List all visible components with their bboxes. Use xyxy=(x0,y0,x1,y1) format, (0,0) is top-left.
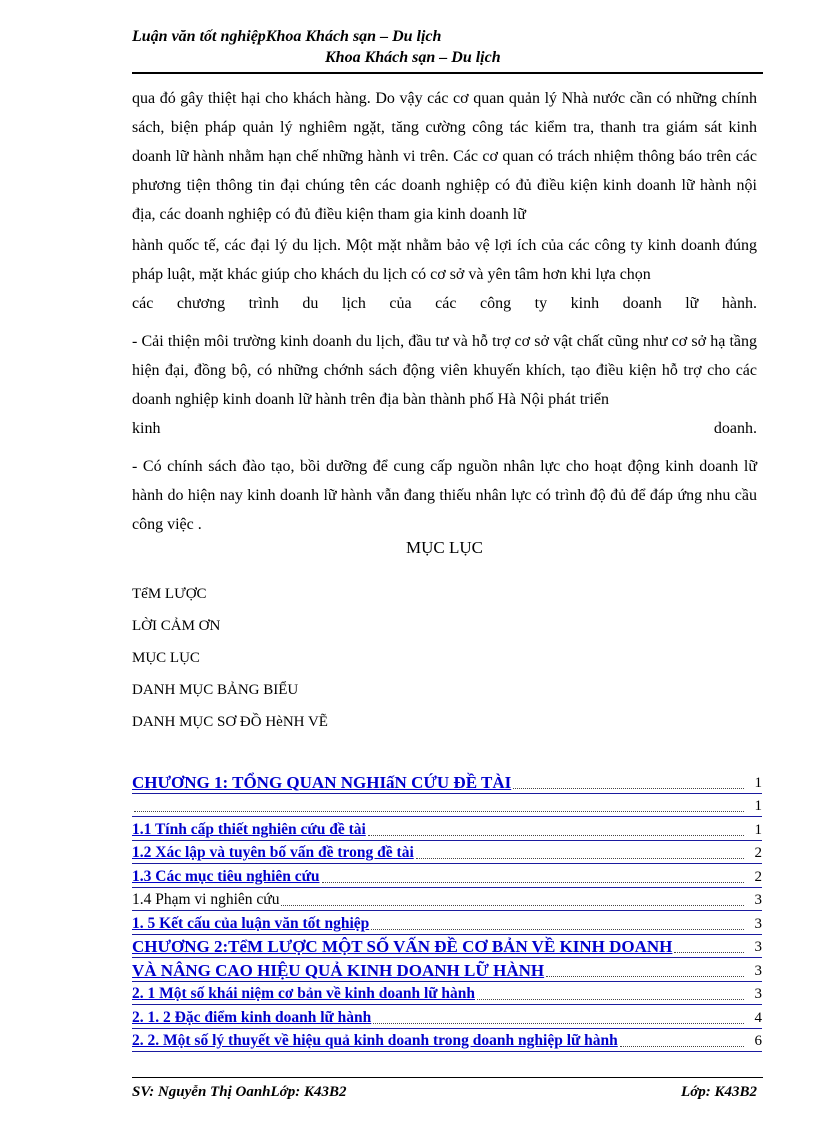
paragraph-1: qua đó gây thiệt hại cho khách hàng. Do vậy các cơ quan quản lý Nhà nước cần có những chính sách, biện pháp quản lý nghiêm ngặt, tăng cường công tác kiểm tra, thanh tra giám sát kinh doanh lữ hành nhằm hạn chế những hành vi trên. Các cơ quan có trách nhiệm thông báo trên các phương tiện thông tin đại chúng tên các doanh nghiệp có đủ điều kiện kinh doanh lữ hành nội địa, các doanh nghiệp có đủ điều kiện tham gia kinh doanh lữ xyxy=(132,90,757,223)
front-matter-item: DANH MỤC BẢNG BIỂU xyxy=(132,682,299,698)
toc-page-number: 3 xyxy=(754,915,762,932)
toc-entry[interactable] xyxy=(132,958,762,982)
toc-entry-link[interactable]: 2. 2. Một số lý thuyết về hiệu quả kinh doanh trong doanh nghiệp lữ hành xyxy=(132,1032,618,1049)
toc-entry[interactable] xyxy=(132,817,762,841)
toc-entry[interactable] xyxy=(132,1029,762,1053)
paragraph-3 xyxy=(132,327,757,443)
toc-entry[interactable] xyxy=(132,794,762,818)
toc-leader xyxy=(368,835,744,836)
toc-page-number: 6 xyxy=(754,1033,762,1049)
front-matter-item: TểM LƯỢC xyxy=(132,586,207,602)
paragraph-2-main: hành quốc tế, các đại lý du lịch. Một mặt nhằm bảo vệ lợi ích của các công ty kinh doanh đúng pháp luật, mặt khác giúp cho khách du lịch có cơ sở và yên tâm hơn khi lựa chọn xyxy=(132,237,757,283)
table-of-contents xyxy=(132,770,762,1052)
toc-leader xyxy=(281,905,744,906)
front-matter-list xyxy=(132,578,328,738)
toc-entry-link[interactable]: 2. 1 Một số khái niệm cơ bản về kinh doanh lữ hành xyxy=(132,985,476,1002)
toc-entry[interactable] xyxy=(132,982,762,1006)
toc-page-number: 3 xyxy=(754,892,762,908)
toc-leader xyxy=(416,858,744,859)
toc-entry[interactable] xyxy=(132,864,762,888)
toc-entry-link[interactable]: 1. 5 Kết cấu của luận văn tốt nghiệp xyxy=(132,914,370,932)
toc-page-number: 2 xyxy=(754,868,762,885)
body-text xyxy=(132,84,757,539)
toc-page-number: 3 xyxy=(754,962,762,979)
toc-entry[interactable] xyxy=(132,841,762,865)
paragraph-3-last-line: kinh doanh. xyxy=(132,420,757,437)
toc-leader xyxy=(477,999,744,1000)
paragraph-3-main: - Cải thiện môi trường kinh doanh du lịch, đầu tư và hỗ trợ cơ sở vật chất cũng như cơ sở hạ tầng hiện đại, đồng bộ, có những chớnh sách động viên khuyến khích, tạo điều kiện hỗ trợ cho các doanh nghiệp kinh doanh lữ hành trên địa bàn thành phố Hà Nội phát triển xyxy=(132,333,757,408)
toc-page-number: 1 xyxy=(754,821,762,838)
toc-page-number: 1 xyxy=(754,798,762,814)
front-matter-item: DANH MỤC SƠ ĐỒ HèNH VẼ xyxy=(132,714,328,730)
toc-page-number: 4 xyxy=(754,1009,762,1026)
toc-leader xyxy=(371,929,744,930)
footer-class: Lớp: K43B2 xyxy=(681,1084,757,1100)
front-matter-item: LỜI CẢM ƠN xyxy=(132,618,221,634)
toc-page-number: 2 xyxy=(754,845,762,861)
toc-leader xyxy=(620,1046,744,1047)
footer-rule xyxy=(132,1077,763,1078)
toc-entry[interactable] xyxy=(132,911,762,935)
toc-page-number: 1 xyxy=(754,774,762,791)
toc-entry-link[interactable]: 2. 1. 2 Đặc điểm kinh doanh lữ hành xyxy=(132,1008,372,1026)
toc-page-number: 3 xyxy=(754,986,762,1002)
header-rule xyxy=(132,72,763,74)
toc-leader xyxy=(546,976,744,977)
toc-entry[interactable] xyxy=(132,888,762,912)
toc-leader xyxy=(513,788,744,789)
toc-entry-link[interactable]: 1.2 Xác lập và tuyên bố vấn đề trong đề tài xyxy=(132,844,414,861)
toc-entry-link[interactable]: VÀ NÂNG CAO HIỆU QUẢ KINH DOANH LỮ HÀNH xyxy=(132,960,545,980)
footer-student: SV: Nguyễn Thị OanhLớp: K43B2 xyxy=(132,1084,347,1100)
toc-page-number: 3 xyxy=(754,939,762,955)
toc-leader xyxy=(134,811,744,812)
front-matter-item: MỤC LỤC xyxy=(132,650,200,666)
toc-entry-link[interactable]: 1.1 Tính cấp thiết nghiên cứu đề tài xyxy=(132,820,366,838)
toc-entry[interactable] xyxy=(132,1005,762,1029)
toc-leader xyxy=(674,952,744,953)
toc-title: MỤC LỤC xyxy=(406,538,483,557)
toc-leader xyxy=(322,882,744,883)
paragraph-2-last-line: các chương trình du lịch của các công ty kinh doanh lữ hành. xyxy=(132,295,757,312)
toc-entry-link[interactable]: 1.3 Các mục tiêu nghiên cứu xyxy=(132,867,320,885)
paragraph-4: - Có chính sách đào tạo, bồi dưỡng để cung cấp nguồn nhân lực cho hoạt động kinh doanh lữ hành do hiện nay kinh doanh lữ hành vẫn đang thiếu nhân lực có trình độ đủ để đáp ứng nhu cầu công việc . xyxy=(132,458,757,533)
toc-entry-link[interactable]: CHƯƠNG 1: TỔNG QUAN NGHIấN CỨU ĐỀ TÀI xyxy=(132,772,512,792)
toc-entry-link[interactable]: CHƯƠNG 2:TểM LƯỢC MỘT SỐ VẤN ĐỀ CƠ BẢN VỀ KINH DOANH xyxy=(132,937,673,956)
toc-entry[interactable] xyxy=(132,935,762,959)
toc-entry[interactable] xyxy=(132,770,762,794)
header-department: Khoa Khách sạn – Du lịch xyxy=(325,49,501,66)
toc-leader xyxy=(373,1023,744,1024)
paragraph-2 xyxy=(132,231,757,318)
toc-entry-link[interactable]: 1.4 Phạm vi nghiên cứu xyxy=(132,891,280,908)
header-title: Luận văn tốt nghiệpKhoa Khách sạn – Du lịch xyxy=(132,28,442,45)
